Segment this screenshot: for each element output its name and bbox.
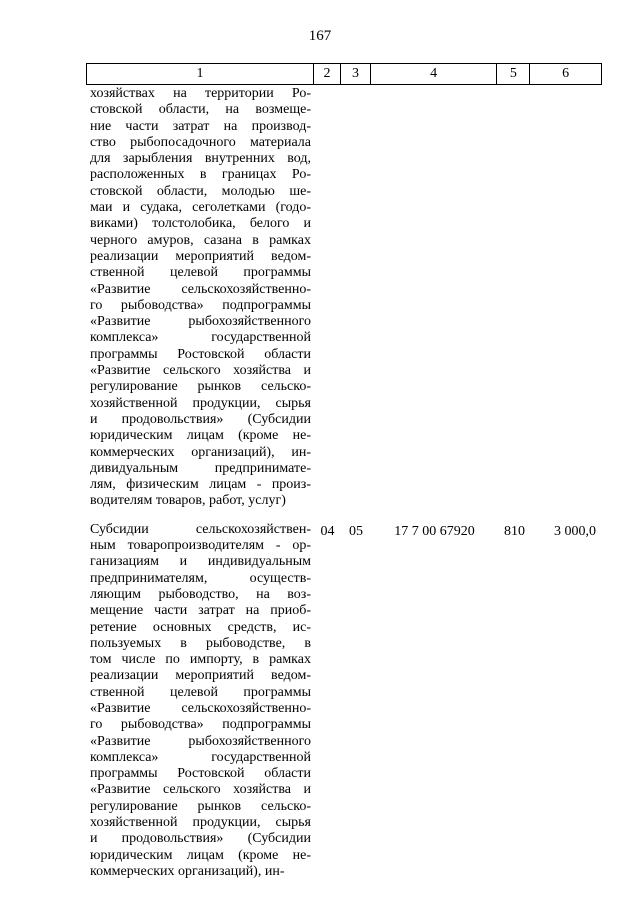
table-body — [86, 86, 602, 880]
page-number: 167 — [308, 28, 332, 44]
text-line: «Развитие сельскохозяйственно- — [90, 700, 311, 716]
text-line: ство рыбопосадочного материала — [90, 134, 311, 150]
row-description — [86, 86, 314, 510]
text-line: «Развитие сельскохозяйственно- — [90, 281, 311, 297]
header-col-4: 4 — [371, 64, 498, 84]
row-col-3 — [341, 86, 371, 510]
text-line: дивидуальным предпринимате- — [90, 460, 311, 476]
text-line: го рыбоводства» подпрограммы — [90, 717, 311, 733]
text-line: ляющим рыбоводство, на воз- — [90, 586, 311, 602]
text-line: и продовольствия» (Субсидии — [90, 411, 311, 427]
text-line: виками) толстолобика, белого и — [90, 216, 311, 232]
text-line: мещение части затрат на приоб- — [90, 603, 311, 619]
text-line: ным товаропроизводителям - ор- — [90, 538, 311, 554]
header-col-3: 3 — [341, 64, 371, 84]
row-description — [86, 522, 314, 881]
header-col-1: 1 — [87, 64, 314, 84]
text-line: стовской области, молодью ше- — [90, 183, 311, 199]
text-line: расположенных в границах Ро- — [90, 167, 311, 183]
text-line: том числе по импорту, в рамках — [90, 652, 311, 668]
text-line: «Развитие сельского хозяйства и — [90, 782, 311, 798]
text-line: для зарыбления внутренних вод, — [90, 151, 311, 167]
text-line: юридическим лицам (кроме не- — [90, 847, 311, 863]
text-line: и продовольствия» (Субсидии — [90, 831, 311, 847]
row-amount: 3 000,0 — [554, 523, 596, 539]
text-line: предпринимателям, осуществ- — [90, 570, 311, 586]
text-line: маи и судака, сеголетками (годо- — [90, 200, 311, 216]
text-line: хозяйственной продукции, сырья — [90, 815, 311, 831]
text-line: хозяйствах на территории Ро- — [90, 86, 311, 101]
text-line: комплекса» государственной — [90, 749, 311, 765]
text-line: хозяйственной продукции, сырья — [90, 395, 311, 411]
text-line: лям, физическим лицам - произ- — [90, 477, 311, 493]
text-line: программы Ростовской области — [90, 766, 311, 782]
text-line: ственной целевой программы — [90, 684, 311, 700]
text-line: ние части затрат на производ- — [90, 118, 311, 134]
text-line: коммерческих организаций), ин- — [90, 444, 311, 460]
text-line: коммерческих организаций), ин- — [90, 863, 285, 879]
text-line: Субсидии сельскохозяйствен- — [90, 521, 311, 537]
row-col-4 — [371, 86, 498, 510]
text-line: комплекса» государственной — [90, 330, 311, 346]
row-subsection-code: 05 — [349, 523, 363, 539]
text-line: «Развитие рыбохозяйственного — [90, 733, 311, 749]
row-section-code: 04 — [320, 523, 335, 539]
text-line: ганизациям и индивидуальным — [90, 554, 311, 570]
row-col-5 — [498, 86, 531, 510]
text-line: го рыбоводства» подпрограммы — [90, 297, 311, 313]
row-target-article: 17 7 00 67920 — [394, 523, 475, 539]
text-line: регулирование рынков сельско- — [90, 798, 311, 814]
header-col-2: 2 — [314, 64, 341, 84]
header-col-5: 5 — [497, 64, 530, 84]
row-expense-type: 810 — [504, 523, 525, 539]
text-line: ретение основных средств, ис- — [90, 619, 311, 635]
text-line: стовской области, на возмеще- — [90, 102, 311, 118]
text-line: ственной целевой программы — [90, 265, 311, 281]
table-row — [86, 522, 602, 881]
text-line: юридическим лицам (кроме не- — [90, 428, 311, 444]
row-col-2 — [314, 86, 341, 510]
table-header — [86, 63, 602, 85]
header-col-6: 6 — [562, 66, 570, 81]
text-line: реализации мероприятий ведом- — [90, 248, 311, 264]
text-line: черного амуров, сазана в рамках — [90, 232, 311, 248]
row-col-6 — [531, 86, 602, 510]
table-row — [86, 86, 602, 510]
text-line: регулирование рынков сельско- — [90, 379, 311, 395]
text-line: реализации мероприятий ведом- — [90, 668, 311, 684]
text-line: пользуемых в рыбоводстве, в — [90, 635, 311, 651]
text-line: программы Ростовской области — [90, 346, 311, 362]
text-line: «Развитие сельского хозяйства и — [90, 363, 311, 379]
text-line: «Развитие рыбохозяйственного — [90, 314, 311, 330]
text-line: водителям товаров, работ, услуг) — [90, 493, 286, 509]
